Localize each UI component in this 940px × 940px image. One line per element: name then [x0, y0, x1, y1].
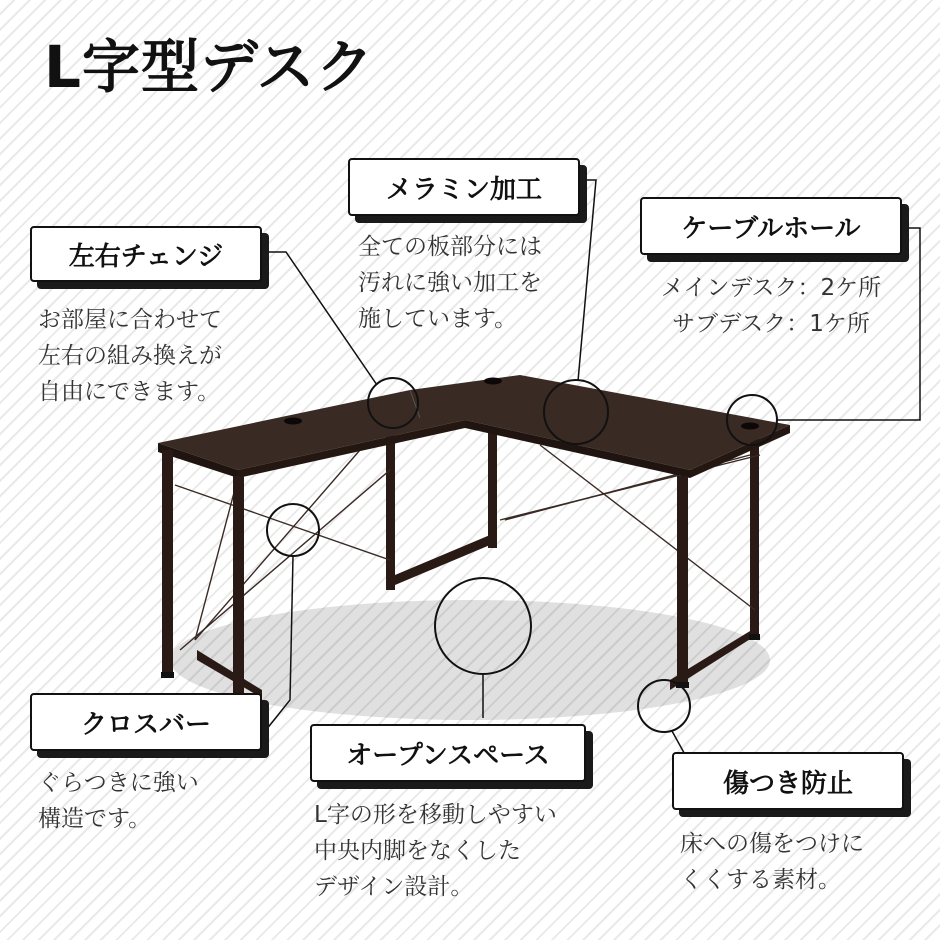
crossbar-label: クロスバー	[30, 693, 262, 751]
reversible-label: 左右チェンジ	[30, 226, 262, 282]
open-space-desc-line: デザイン設計。	[314, 874, 474, 900]
open-space-label: オープンスペース	[310, 724, 586, 782]
floor-protect-desc-line: 床への傷をつけに	[680, 831, 864, 857]
melamine-description	[358, 229, 542, 337]
open-space-desc-line: 中央内脚をなくした	[314, 838, 521, 864]
melamine-desc-line: 施しています。	[358, 306, 518, 332]
melamine-desc-line: 全ての板部分には	[358, 234, 542, 260]
crossbar-description	[38, 765, 199, 837]
cable-hole	[484, 378, 502, 385]
floor-protect-label: 傷つき防止	[672, 752, 904, 810]
cable-hole	[284, 418, 302, 425]
cable-hole-desc-line: サブデスク：1ケ所	[672, 311, 870, 337]
desk-top	[158, 375, 790, 478]
cable-hole-label: ケーブルホール	[640, 197, 902, 255]
open-space-desc-line: L字の形を移動しやすい	[314, 802, 557, 828]
reversible-desc-line: お部屋に合わせて	[38, 307, 222, 333]
floor-protect-description	[680, 826, 864, 898]
cable-hole-description	[640, 270, 902, 342]
reversible-desc-line: 左右の組み換えが	[38, 343, 222, 369]
melamine-desc-line: 汚れに強い加工を	[358, 270, 542, 296]
reversible-desc-line: 自由にできます。	[38, 379, 221, 405]
crossbar-desc-line: 構造です。	[38, 806, 152, 832]
reversible-description	[38, 302, 222, 410]
melamine-label: メラミン加工	[348, 158, 580, 216]
open-space-description	[314, 797, 557, 905]
crossbar-desc-line: ぐらつきに強い	[38, 770, 199, 796]
floor-protect-desc-line: くくする素材。	[680, 867, 841, 893]
cable-hole	[741, 423, 759, 430]
page-title: L字型デスク	[44, 33, 375, 101]
cable-hole-desc-line: メインデスク：2ケ所	[660, 275, 882, 301]
